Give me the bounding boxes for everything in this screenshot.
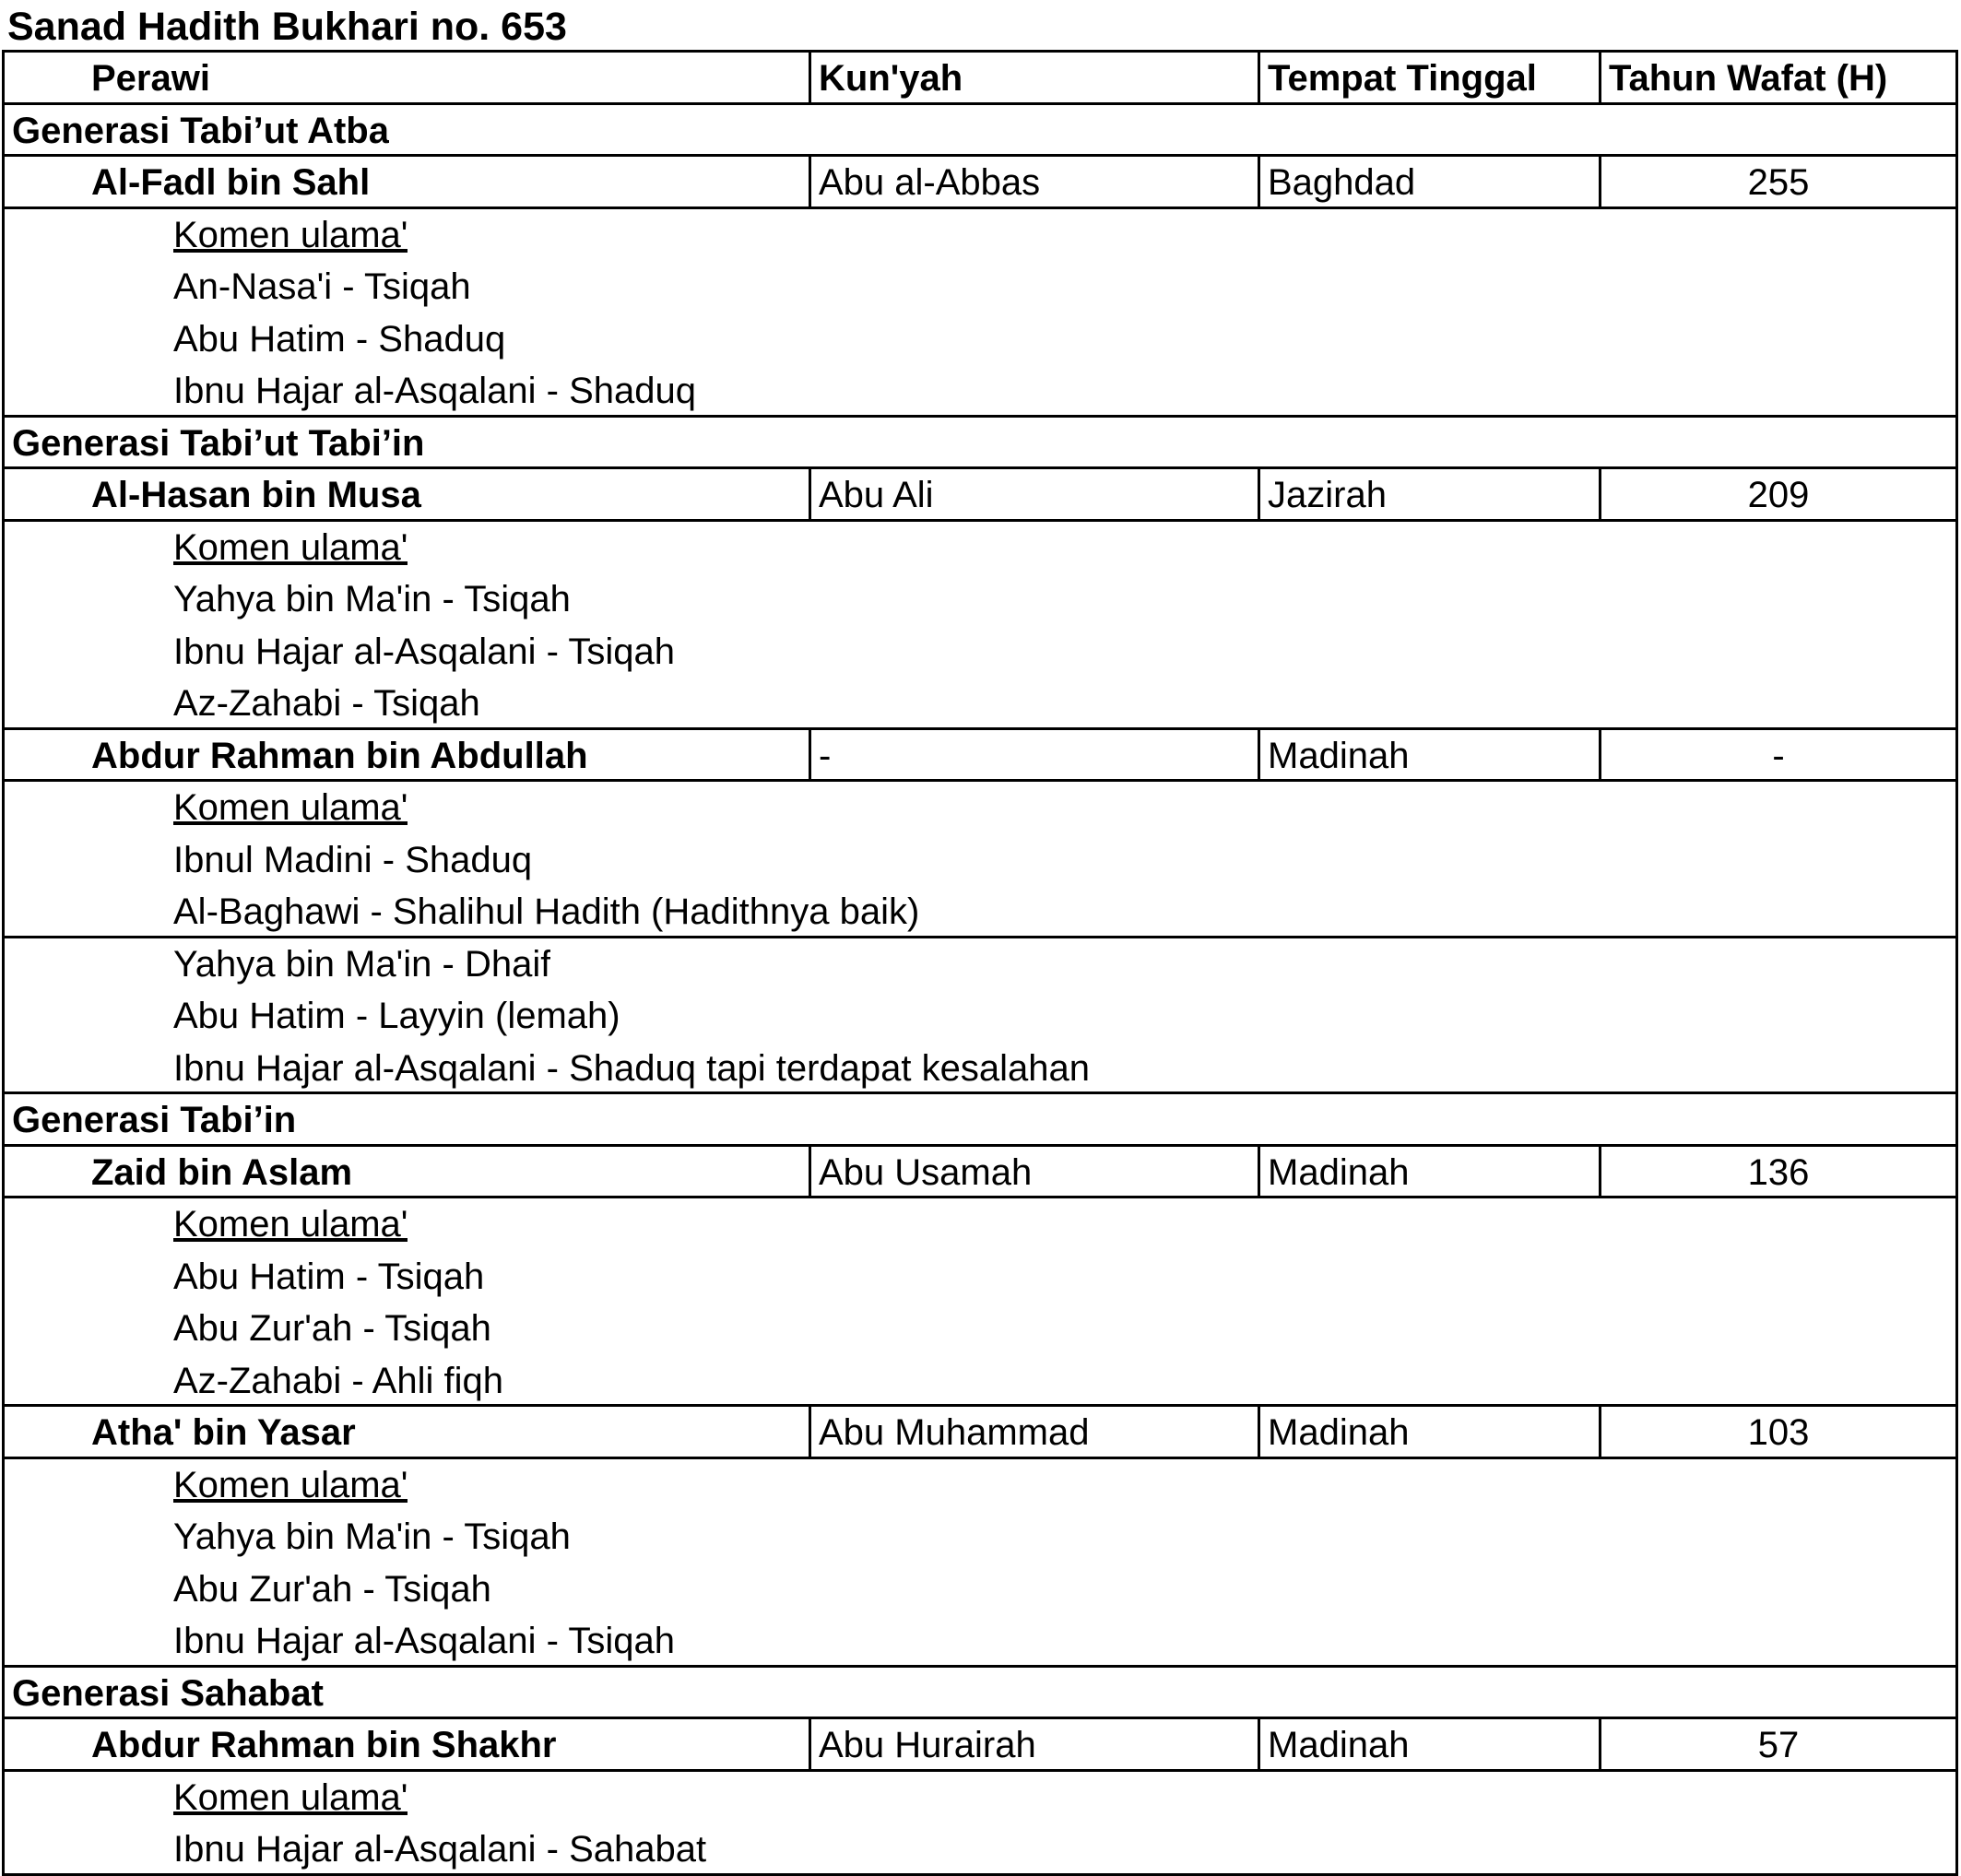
comment-row	[5, 573, 1955, 626]
scholar-comment[interactable]: Abu Zur'ah - Tsiqah	[173, 1308, 491, 1349]
scholar-comment[interactable]: Ibnu Hajar al-Asqalani - Tsiqah	[173, 631, 676, 672]
comment-row	[5, 834, 1955, 887]
narrator-name[interactable]: Al-Fadl bin Sahl	[91, 162, 371, 203]
comment-row	[5, 1303, 1955, 1355]
narrator-kunyah[interactable]: Abu Usamah	[809, 1147, 1258, 1197]
narrator-row	[5, 157, 1955, 209]
scholar-comment[interactable]: Ibnul Madini - Shaduq	[173, 839, 533, 880]
comment-row	[5, 626, 1955, 678]
narrator-name[interactable]: Abdur Rahman bin Abdullah	[91, 735, 588, 776]
comment-heading: Komen ulama'	[173, 1776, 408, 1818]
scholar-comment[interactable]: Abu Hatim - Shaduq	[173, 318, 506, 360]
comment-heading-cell[interactable]	[5, 209, 408, 262]
comment-heading: Komen ulama'	[173, 1204, 408, 1245]
narrator-tempat-tinggal[interactable]: Madinah	[1258, 1407, 1599, 1457]
header-perawi[interactable]: Perawi	[91, 58, 210, 99]
narrator-tahun-wafat[interactable]: 136	[1599, 1147, 1955, 1197]
comment-heading-cell[interactable]	[5, 1459, 408, 1512]
comment-row	[5, 990, 1955, 1043]
comment-heading-cell[interactable]	[5, 1772, 408, 1824]
comment-heading-cell[interactable]	[5, 782, 408, 834]
narrator-tempat-tinggal[interactable]: Madinah	[1258, 1147, 1599, 1197]
scholar-comment[interactable]: Ibnu Hajar al-Asqalani - Shaduq tapi terdapat kesalahan	[173, 1047, 1090, 1089]
scholar-comment[interactable]: Yahya bin Ma'in - Dhaif	[173, 943, 551, 985]
narrator-name[interactable]: Abdur Rahman bin Shakhr	[91, 1725, 557, 1765]
scholar-comment[interactable]: Yahya bin Ma'in - Tsiqah	[173, 579, 571, 619]
comment-row	[5, 313, 1955, 366]
generation-label[interactable]: Generasi Tabi’in	[12, 1100, 297, 1140]
comment-row	[5, 365, 1955, 418]
scholar-comment[interactable]: Al-Baghawi - Shalihul Hadith (Hadithnya baik)	[173, 891, 920, 932]
narrator-tahun-wafat[interactable]: 57	[1599, 1719, 1955, 1769]
narrator-kunyah[interactable]: Abu Ali	[809, 469, 1258, 519]
comment-row	[5, 209, 1955, 262]
sanad-table	[2, 50, 1958, 1876]
comment-heading: Komen ulama'	[173, 214, 408, 255]
comment-row	[5, 1198, 1955, 1251]
narrator-tahun-wafat[interactable]: 255	[1599, 157, 1955, 206]
scholar-comment[interactable]: An-Nasa'i - Tsiqah	[173, 266, 471, 307]
comment-row	[5, 522, 1955, 574]
generation-label[interactable]: Generasi Sahabat	[12, 1672, 324, 1714]
narrator-tempat-tinggal[interactable]: Baghdad	[1258, 157, 1599, 206]
narrator-row	[5, 1147, 1955, 1199]
comment-row	[5, 1772, 1955, 1824]
narrator-name[interactable]: Al-Hasan bin Musa	[91, 475, 421, 515]
narrator-row	[5, 1719, 1955, 1772]
narrator-row	[5, 1407, 1955, 1459]
comment-row	[5, 1459, 1955, 1512]
comment-heading: Komen ulama'	[173, 1464, 408, 1505]
scholar-comment[interactable]: Az-Zahabi - Tsiqah	[173, 683, 480, 724]
generation-row	[5, 418, 1955, 470]
comment-row	[5, 1251, 1955, 1304]
comment-row	[5, 938, 1955, 991]
narrator-row	[5, 469, 1955, 522]
comment-row	[5, 1043, 1955, 1095]
comment-row	[5, 886, 1955, 938]
narrator-row	[5, 730, 1955, 783]
narrator-kunyah[interactable]: Abu al-Abbas	[809, 157, 1258, 206]
comment-heading-cell[interactable]	[5, 522, 408, 574]
narrator-tempat-tinggal[interactable]: Madinah	[1258, 1719, 1599, 1769]
narrator-tahun-wafat[interactable]: 209	[1599, 469, 1955, 519]
generation-label[interactable]: Generasi Tabi’ut Tabi’in	[12, 422, 425, 464]
comment-row	[5, 1563, 1955, 1616]
scholar-comment[interactable]: Ibnu Hajar al-Asqalani - Tsiqah	[173, 1621, 676, 1661]
generation-row	[5, 105, 1955, 158]
scholar-comment[interactable]: Abu Zur'ah - Tsiqah	[173, 1568, 491, 1610]
generation-row	[5, 1668, 1955, 1720]
scholar-comment[interactable]: Abu Hatim - Tsiqah	[173, 1256, 485, 1297]
generation-label[interactable]: Generasi Tabi’ut Atba	[12, 110, 389, 151]
comment-row	[5, 1355, 1955, 1408]
scholar-comment[interactable]: Yahya bin Ma'in - Tsiqah	[173, 1516, 571, 1557]
comment-row	[5, 678, 1955, 730]
comment-row	[5, 1615, 1955, 1668]
scholar-comment[interactable]: Ibnu Hajar al-Asqalani - Shaduq	[173, 371, 697, 411]
sheet-title: Sanad Hadith Bukhari no. 653	[7, 5, 567, 49]
header-tahun-wafat[interactable]: Tahun Wafat (H)	[1599, 53, 1955, 102]
narrator-name[interactable]: Zaid bin Aslam	[91, 1151, 353, 1193]
comment-heading: Komen ulama'	[173, 787, 408, 828]
narrator-tahun-wafat[interactable]: 103	[1599, 1407, 1955, 1457]
scholar-comment[interactable]: Az-Zahabi - Ahli fiqh	[173, 1360, 503, 1401]
comment-row	[5, 1511, 1955, 1563]
comment-row	[5, 1823, 1955, 1876]
narrator-tempat-tinggal[interactable]: Madinah	[1258, 730, 1599, 780]
narrator-kunyah[interactable]: -	[809, 730, 1258, 780]
narrator-tahun-wafat[interactable]: -	[1599, 730, 1955, 780]
narrator-tempat-tinggal[interactable]: Jazirah	[1258, 469, 1599, 519]
comment-row	[5, 261, 1955, 313]
generation-row	[5, 1094, 1955, 1147]
narrator-name[interactable]: Atha' bin Yasar	[91, 1412, 356, 1453]
header-row	[5, 53, 1955, 105]
comment-heading-cell[interactable]	[5, 1198, 408, 1251]
header-tempat-tinggal[interactable]: Tempat Tinggal	[1258, 53, 1599, 102]
comment-row	[5, 782, 1955, 834]
scholar-comment[interactable]: Ibnu Hajar al-Asqalani - Sahabat	[173, 1829, 707, 1870]
comment-heading: Komen ulama'	[173, 526, 408, 568]
narrator-kunyah[interactable]: Abu Hurairah	[809, 1719, 1258, 1769]
narrator-kunyah[interactable]: Abu Muhammad	[809, 1407, 1258, 1457]
scholar-comment[interactable]: Abu Hatim - Layyin (lemah)	[173, 996, 620, 1036]
header-kunyah[interactable]: Kun'yah	[809, 53, 1258, 102]
